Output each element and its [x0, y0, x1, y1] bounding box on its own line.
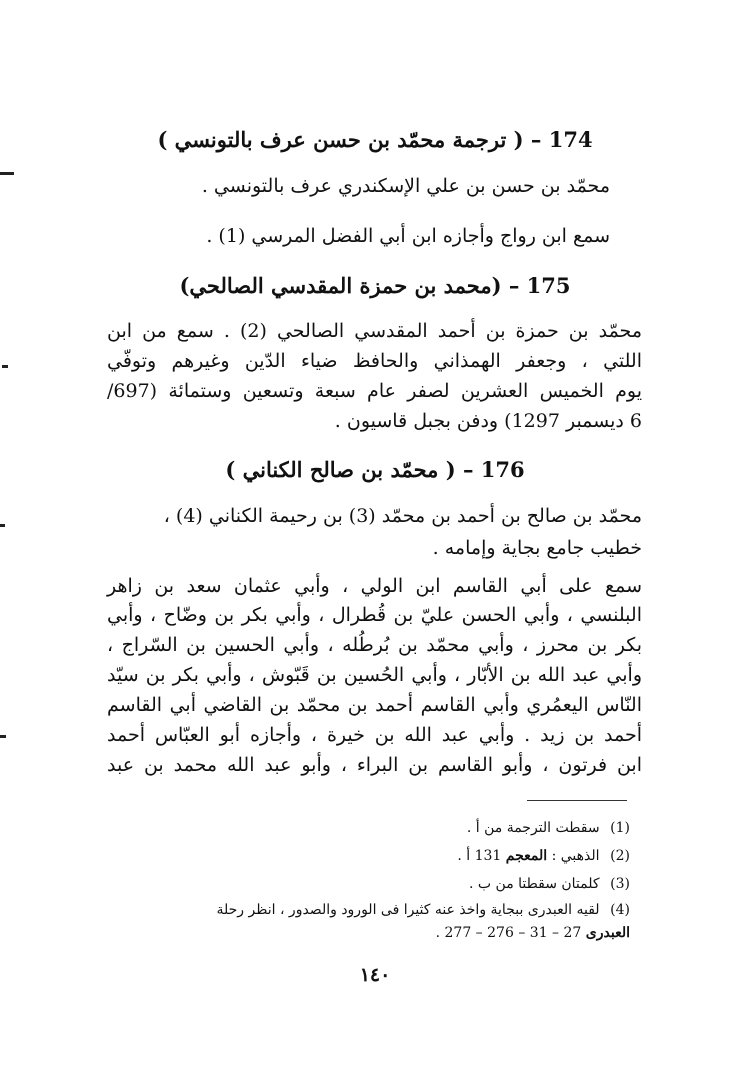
footnote-text: 27 – 31 – 276 – 277 .	[435, 925, 586, 941]
text-line: البلنسي ، وأبي الحسن عليّ بن قُطرال ، وأبي بكر بن وضّاح ، وأبي	[107, 604, 642, 626]
footnote-text: الذهبي :	[547, 848, 600, 864]
footnote-number: (2)	[610, 848, 630, 864]
margin-mark	[0, 735, 6, 738]
footnote	[110, 820, 630, 836]
footnote	[110, 848, 630, 864]
text-line: اللتي ، وجعفر الهمذاني والحافظ ضياء الدّين وغيرهم وتوفّي	[107, 350, 642, 372]
text-line: أحمد بن زيد . وأبي عبد الله بن خيرة ، وأجازه أبو العبّاس أحمد	[107, 724, 642, 746]
footnote	[110, 902, 630, 918]
footnote-divider	[527, 800, 627, 801]
margin-mark	[2, 365, 8, 368]
section-heading-174: 174 – ( ترجمة محمّد بن حسن عرف بالتونسي )	[157, 127, 593, 152]
section-heading-176: 176 – ( محمّد بن صالح الكناني )	[225, 457, 525, 482]
text-line: النّاس اليعمُري وأبي القاسم أحمد بن محمّد بن القاضي أبي القاسم	[107, 694, 642, 716]
footnote-text: 131 أ .	[457, 848, 506, 864]
footnote-source-title: المعجم	[505, 848, 548, 864]
margin-mark	[0, 172, 14, 175]
footnote-continuation	[110, 925, 630, 941]
footnote	[110, 876, 630, 892]
text-line: محمّد بن حمزة بن أحمد المقدسي الصالحي (2) . سمع من ابن	[107, 320, 642, 342]
footnote-text: كلمتان سقطتا من ب .	[469, 876, 600, 892]
text-line: سمع ابن رواج وأجازه ابن أبي الفضل المرسي (1) .	[206, 225, 610, 247]
text-line: يوم الخميس العشرين لصفر عام سبعة وتسعين وستمائة (697/	[107, 380, 642, 402]
footnote-text: سقطت الترجمة من أ .	[466, 820, 600, 836]
section-heading-175: 175 – (محمد بن حمزة المقدسي الصالحي)	[179, 273, 571, 298]
text-line: ابن فرتون ، وأبو القاسم بن البراء ، وأبو عبد الله محمد بن عبد	[107, 754, 642, 776]
text-line: 6 ديسمبر 1297) ودفن بجبل قاسيون .	[334, 410, 642, 432]
text-line: وأبي عبد الله بن الأبّار ، وأبي الحُسين بن قَبّوش ، وأبي بكر بن سيّد	[107, 664, 642, 686]
text-line: بكر بن محرز ، وأبي محمّد بن بُرطُله ، وأبي الحسين بن السّراج ،	[107, 634, 642, 656]
footnote-number: (3)	[610, 876, 630, 892]
text-line: محمّد بن صالح بن أحمد بن محمّد (3) بن رحيمة الكناني (4) ،	[163, 505, 642, 527]
footnote-number: (4)	[610, 902, 630, 918]
footnote-number: (1)	[610, 820, 630, 836]
footnote-text: لقيه العبدرى ببجاية واخذ عنه كثيرا فى الورود والصدور ، انظر رحلة	[216, 902, 600, 918]
page-number: ١٤٠	[359, 964, 391, 986]
text-line: محمّد بن حسن بن علي الإسكندري عرف بالتونسي .	[201, 175, 610, 197]
footnote-source-title: العبدرى	[585, 925, 630, 941]
text-line: سمع على أبي القاسم ابن الولي ، وأبي عثمان سعد بن زاهر	[107, 575, 642, 597]
margin-mark	[0, 524, 5, 527]
text-line: خطيب جامع بجاية وإمامه .	[432, 537, 642, 559]
